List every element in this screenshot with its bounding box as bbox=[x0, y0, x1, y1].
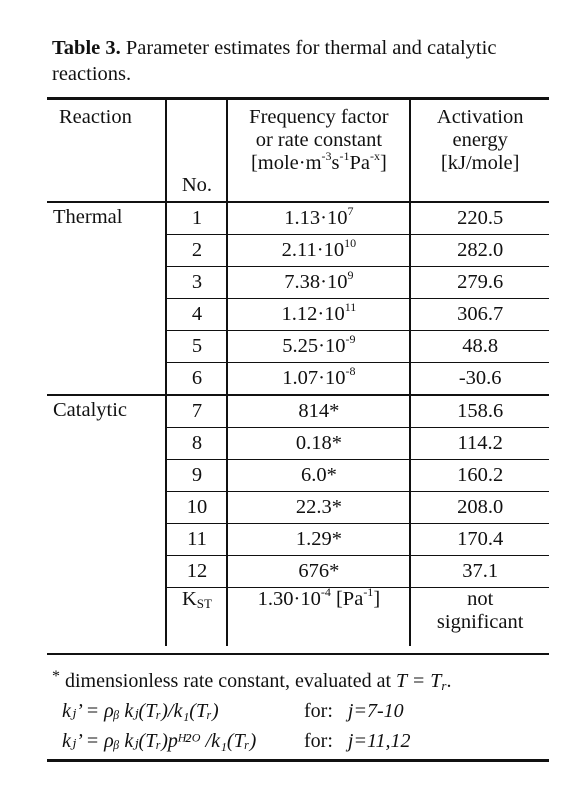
cell-no: 12 bbox=[166, 556, 227, 588]
table-bottom-rule bbox=[47, 653, 549, 655]
cell-rate: $7.38\cdot 10^9$ bbox=[227, 267, 410, 299]
table-row bbox=[47, 395, 549, 428]
cell-kst-value: $1.30\cdot 10^{-4}$ $[Pa^{-1}]$ bbox=[227, 588, 410, 647]
cell-energy: 220.5 bbox=[410, 202, 549, 235]
cell-energy: 158.6 bbox=[410, 395, 549, 428]
cell-energy: -30.6 bbox=[410, 363, 549, 396]
cell-energy: 208.0 bbox=[410, 492, 549, 524]
cell-rate: 1.29* bbox=[227, 524, 410, 556]
cell-rate: 676* bbox=[227, 556, 410, 588]
cell-no: 9 bbox=[166, 460, 227, 492]
header-activation-energy: Activation energy [kJ/mole] bbox=[410, 100, 549, 202]
cell-rate: $1.12\cdot 10^{11}$ bbox=[227, 299, 410, 331]
cell-energy: 170.4 bbox=[410, 524, 549, 556]
cell-no: 1 bbox=[166, 202, 227, 235]
cell-no: 3 bbox=[166, 267, 227, 299]
caption-label: Table 3. bbox=[52, 37, 121, 59]
header-reaction: Reaction bbox=[47, 100, 166, 202]
footnote-bottom-rule bbox=[47, 759, 549, 762]
cell-rate: $2.11\cdot 10^{10}$ bbox=[227, 235, 410, 267]
cell-kst-label: $K_{ST}$ bbox=[166, 588, 227, 647]
cell-no: 4 bbox=[166, 299, 227, 331]
cell-kst-energy: not significant bbox=[410, 588, 549, 647]
table-row bbox=[47, 202, 549, 235]
cell-rate: 22.3* bbox=[227, 492, 410, 524]
cell-no: 5 bbox=[166, 331, 227, 363]
table-row-kst bbox=[47, 588, 549, 647]
caption-text: Parameter estimates for thermal and catalytic reactions. bbox=[52, 37, 497, 85]
cell-energy: 282.0 bbox=[410, 235, 549, 267]
cell-no: 2 bbox=[166, 235, 227, 267]
table-caption bbox=[52, 35, 552, 87]
table-header-row bbox=[47, 100, 549, 202]
cell-rate: 6.0* bbox=[227, 460, 410, 492]
cell-rate: 0.18* bbox=[227, 428, 410, 460]
cell-rate: $1.13\cdot 10^7$ bbox=[227, 202, 410, 235]
parameter-table bbox=[47, 100, 549, 646]
footnote-eq2: kⱼ’ = ρᵦ kⱼ(Tᵣ)pᴴ²ᴼ /k₁(Tᵣ) for: j=11,12 bbox=[62, 730, 411, 752]
cell-no: 8 bbox=[166, 428, 227, 460]
cell-energy: 279.6 bbox=[410, 267, 549, 299]
cell-energy: 114.2 bbox=[410, 428, 549, 460]
table-footnotes bbox=[52, 666, 552, 756]
header-no: No. bbox=[166, 100, 227, 202]
cell-energy: 37.1 bbox=[410, 556, 549, 588]
cell-no: 6 bbox=[166, 363, 227, 396]
cell-no: 10 bbox=[166, 492, 227, 524]
cell-energy: 306.7 bbox=[410, 299, 549, 331]
group-thermal: Thermal bbox=[47, 202, 166, 395]
cell-rate: $5.25\cdot 10^{-9}$ bbox=[227, 331, 410, 363]
cell-no: 7 bbox=[166, 395, 227, 428]
cell-rate: 814* bbox=[227, 395, 410, 428]
cell-energy: 48.8 bbox=[410, 331, 549, 363]
cell-rate: $1.07\cdot 10^{-8}$ bbox=[227, 363, 410, 396]
cell-no: 11 bbox=[166, 524, 227, 556]
cell-energy: 160.2 bbox=[410, 460, 549, 492]
footnote-star: * dimensionless rate constant, evaluated at $T = T_r$. bbox=[52, 668, 452, 693]
header-frequency-factor: Frequency factor or rate constant $[mole\cdot m^{-3}s^{-1}Pa^{-x}]$ bbox=[227, 100, 410, 202]
footnote-eq1: kⱼ’ = ρᵦ kⱼ(Tᵣ)/k₁(Tᵣ) for: j=7-10 bbox=[62, 700, 404, 722]
group-catalytic: Catalytic bbox=[53, 399, 128, 421]
